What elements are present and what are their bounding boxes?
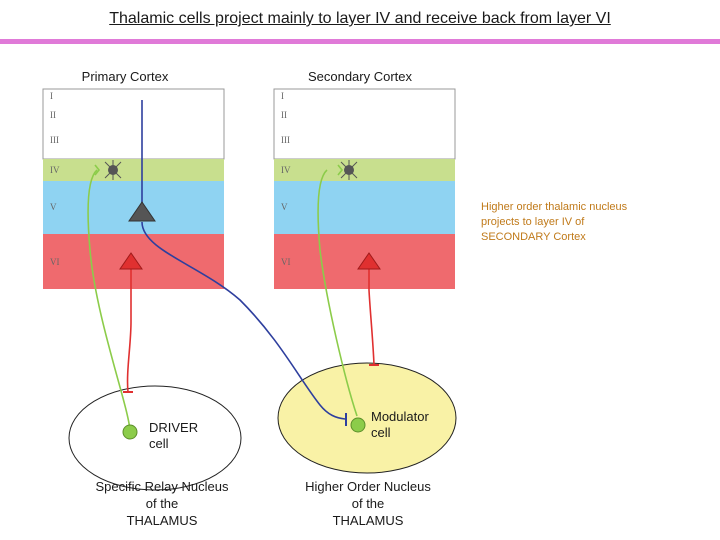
secondary-layer-v	[274, 181, 455, 234]
driver-cell-label	[149, 420, 198, 452]
annotation-line-1: Higher order thalamic nucleus	[481, 201, 628, 213]
primary-layer-v	[43, 181, 224, 234]
secondary-layers-i-iii	[274, 89, 455, 159]
modulator-cell-body	[351, 418, 365, 432]
primary-layer-iv	[43, 159, 224, 181]
secondary-layer-label-iv: IV	[281, 165, 291, 175]
specific-nucleus-line-3: THALAMUS	[126, 513, 198, 528]
driver-cell-label-line-2: cell	[149, 436, 169, 451]
primary-layer-label-iv: IV	[50, 165, 60, 175]
secondary-layer-label-i: I	[281, 91, 284, 101]
higher-order-nucleus-label	[283, 478, 453, 529]
driver-cell-label-line-1: DRIVER	[149, 420, 199, 435]
secondary-layer-label-ii: II	[281, 110, 287, 120]
primary-layer-label-v: V	[50, 202, 57, 212]
higher-order-annotation	[481, 200, 681, 245]
higher-nucleus-line-3: THALAMUS	[332, 513, 404, 528]
primary-layer-label-i: I	[50, 91, 53, 101]
higher-nucleus-line-2: of the	[351, 496, 385, 511]
specific-nucleus-line-1: Specific Relay Nucleus	[95, 479, 229, 494]
higher-nucleus-line-1: Higher Order Nucleus	[305, 479, 431, 494]
primary-layer-label-ii: II	[50, 110, 56, 120]
driver-cell-body	[123, 425, 137, 439]
secondary-layer-label-v: V	[281, 202, 288, 212]
slide-title: Thalamic cells project mainly to layer IV and receive back from layer VI	[109, 10, 611, 27]
higher-order-nucleus-ellipse	[278, 363, 456, 473]
primary-layer-label-vi: VI	[50, 257, 60, 267]
modulator-cell-label-line-1: Modulator	[371, 409, 429, 424]
modulator-cell-label	[371, 409, 429, 441]
primary-layer-label-iii: III	[50, 135, 59, 145]
secondary-layer-iv	[274, 159, 455, 181]
annotation-line-2: projects to layer IV of	[481, 216, 585, 228]
primary-cortex-label: Primary Cortex	[81, 69, 169, 84]
annotation-line-3: SECONDARY Cortex	[481, 231, 586, 243]
specific-nucleus-line-2: of the	[145, 496, 179, 511]
secondary-layer-label-iii: III	[281, 135, 290, 145]
modulator-cell-label-line-2: cell	[371, 425, 391, 440]
secondary-cortex-label: Secondary Cortex	[307, 69, 413, 84]
secondary-layer-label-vi: VI	[281, 257, 291, 267]
primary-layers-i-iii	[43, 89, 224, 159]
specific-relay-nucleus-label	[72, 478, 252, 529]
